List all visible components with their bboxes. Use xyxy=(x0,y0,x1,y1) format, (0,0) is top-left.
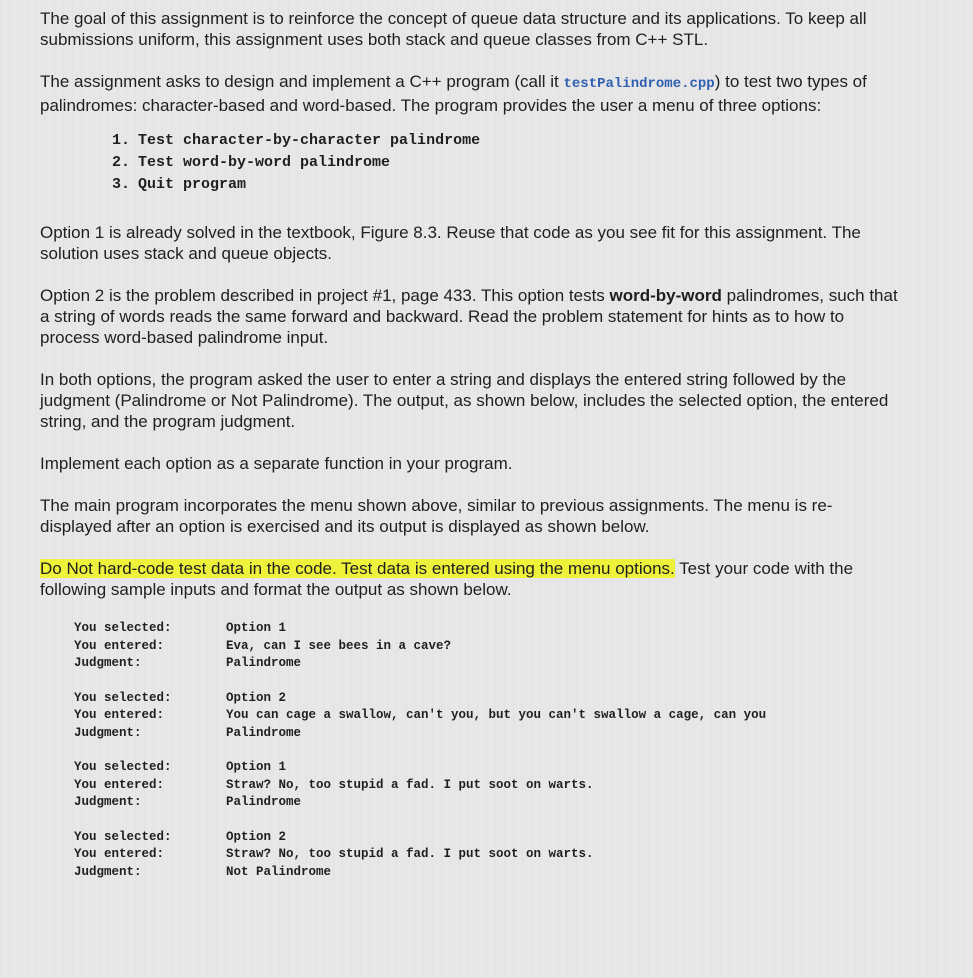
sample-block-2 xyxy=(74,690,903,743)
judgment-label: Judgment: xyxy=(74,725,142,740)
entered-label: You entered: xyxy=(74,708,165,722)
intro-text: The goal of this assignment is to reinforce the concept of queue data structure and its applications. To keep all submissions uniform, this assignment uses both stack and queue classes from C++ STL. xyxy=(40,9,867,49)
sample-block-3 xyxy=(74,759,903,812)
option2-bold-term: word-by-word xyxy=(609,286,722,305)
sample-values xyxy=(226,690,766,743)
judgment-label: Judgment: xyxy=(74,795,142,809)
selected-label: You selected: xyxy=(74,690,172,705)
judgment-label: Judgment: xyxy=(74,864,142,879)
option2-paragraph xyxy=(40,285,903,348)
program-description-text-start: The assignment asks to design and implement a C++ program (call it xyxy=(40,72,564,91)
selected-label: You selected: xyxy=(74,829,172,844)
judgment-value: Not Palindrome xyxy=(226,864,332,879)
sample-block-1 xyxy=(74,620,903,673)
selected-value: Option 1 xyxy=(226,760,287,774)
selected-label: You selected: xyxy=(74,621,172,635)
judgment-value: Palindrome xyxy=(226,725,302,740)
sample-labels xyxy=(74,829,226,882)
menu-item-number: 1. xyxy=(112,132,131,149)
judgment-value: Palindrome xyxy=(226,795,302,809)
menu-item-2 xyxy=(112,152,903,174)
test-data-text: Test your code with the following sample inputs and format the output as shown below. xyxy=(40,559,854,599)
options-menu xyxy=(112,130,903,196)
sample-values xyxy=(226,829,594,882)
option2-text-start: Option 2 is the problem described in project #1, page 433. This option tests xyxy=(40,286,610,305)
sample-output xyxy=(74,620,903,881)
entered-value: Straw? No, too stupid a fad. I put soot on warts. xyxy=(226,777,594,792)
implement-text: Implement each option as a separate function in your program. xyxy=(40,454,513,473)
program-description-text-end: ) to test two types of palindromes: character-based and word-based. The program provides the user a menu of three options: xyxy=(40,72,867,115)
main-program-paragraph xyxy=(40,495,903,537)
sample-block-4 xyxy=(74,829,903,882)
implement-paragraph xyxy=(40,453,903,474)
entered-value: Eva, can I see bees in a cave? xyxy=(226,638,452,653)
menu-item-number: 3. xyxy=(112,176,131,193)
sample-values xyxy=(226,620,451,673)
menu-item-number: 2. xyxy=(112,154,131,171)
program-description-paragraph xyxy=(40,71,903,116)
option1-paragraph xyxy=(40,222,903,264)
program-filename: testPalindrome.cpp xyxy=(563,76,715,92)
sample-labels xyxy=(74,759,226,812)
both-options-text: In both options, the program asked the user to enter a string and displays the entered string followed by the judgment (Palindrome or Not Palindrome). The output, as shown below, includes the selected option, the entered string, and the program judgment. xyxy=(40,370,889,431)
entered-label: You entered: xyxy=(74,847,165,861)
test-data-paragraph xyxy=(40,558,903,600)
selected-value: Option 2 xyxy=(226,690,287,705)
both-options-paragraph xyxy=(40,369,903,432)
sample-labels xyxy=(74,690,226,743)
sample-labels xyxy=(74,620,226,673)
menu-item-3 xyxy=(112,174,903,196)
entered-label: You entered: xyxy=(74,777,165,792)
menu-item-1 xyxy=(112,130,903,152)
judgment-label: Judgment: xyxy=(74,656,142,670)
selected-value: Option 1 xyxy=(226,621,287,635)
option2-text-end: palindromes, such that a string of words reads the same forward and backward. Read the problem statement for hints as to how to process word-based palindrome input. xyxy=(40,286,898,347)
entered-label: You entered: xyxy=(74,638,165,653)
selected-value: Option 2 xyxy=(226,829,287,844)
main-program-text: The main program incorporates the menu shown above, similar to previous assignments. The menu is re-displayed after an option is exercised and its output is displayed as shown below. xyxy=(40,496,833,536)
menu-item-text: Test word-by-word palindrome xyxy=(138,154,391,171)
menu-item-text: Quit program xyxy=(138,176,247,193)
option1-text: Option 1 is already solved in the textbook, Figure 8.3. Reuse that code as you see fit for this assignment. The solution uses stack and queue objects. xyxy=(40,223,861,263)
highlighted-warning: Do Not hard-code test data in the code. Test data is entered using the menu options. xyxy=(40,559,675,578)
entered-value: Straw? No, too stupid a fad. I put soot on warts. xyxy=(226,847,594,861)
entered-value: You can cage a swallow, can't you, but you can't swallow a cage, can you xyxy=(226,708,767,722)
intro-paragraph xyxy=(40,8,903,50)
judgment-value: Palindrome xyxy=(226,656,302,670)
menu-item-text: Test character-by-character palindrome xyxy=(138,132,481,149)
sample-values xyxy=(226,759,594,812)
selected-label: You selected: xyxy=(74,760,172,774)
